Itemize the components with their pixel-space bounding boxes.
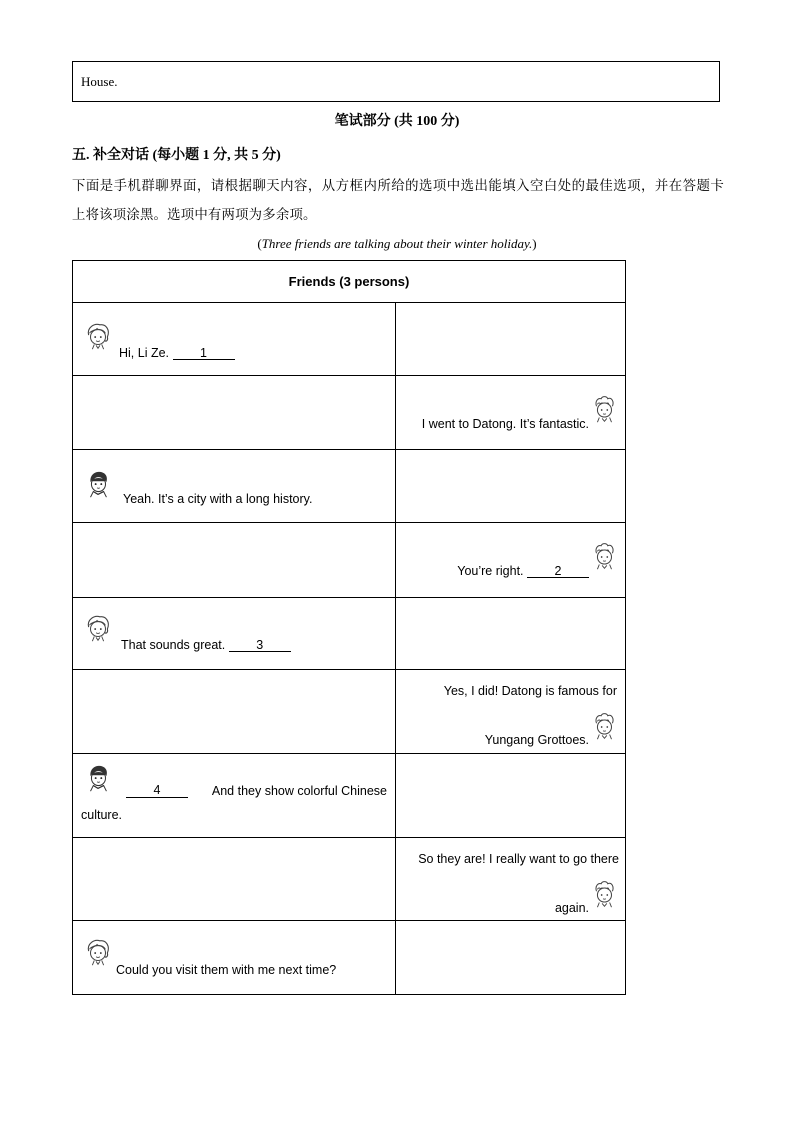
answer-blank-2[interactable]: 2: [527, 565, 589, 578]
chat-cell-right: [396, 921, 626, 995]
boy-avatar-icon: [83, 470, 113, 500]
girl-avatar-icon: [83, 614, 113, 644]
chat-cell-right: [396, 376, 626, 450]
boy-curly-avatar-icon: [589, 542, 619, 572]
chat-cell-right: [396, 303, 626, 376]
previous-answer-box: [72, 61, 720, 102]
chat-message-1: Hi, Li Ze. 1: [119, 346, 235, 360]
chat-cell-left: [73, 670, 396, 754]
girl-avatar-icon: [83, 938, 113, 968]
chat-cell-left: [73, 450, 396, 523]
chat-message-7-line2: culture.: [81, 808, 122, 822]
chat-cell-left: [73, 598, 396, 670]
chat-cell-right: [396, 838, 626, 921]
chat-message-3: Yeah. It’s a city with a long history.: [123, 492, 313, 506]
chat-cell-left: [73, 523, 396, 598]
chat-cell-left: [73, 376, 396, 450]
group-chat-table: [72, 260, 626, 995]
chat-cell-left: [73, 838, 396, 921]
chat-message-4: You’re right. 2: [457, 564, 589, 578]
section-heading: 笔试部分 (共 100 分): [334, 114, 460, 129]
chat-message-6-line2: Yungang Grottoes.: [484, 733, 589, 747]
chat-message-9: Could you visit them with me next time?: [116, 963, 337, 977]
chat-cell-left: [73, 921, 396, 995]
previous-answer-text: House.: [81, 74, 118, 89]
chat-cell-right: [396, 523, 626, 598]
chat-cell-right: [396, 450, 626, 523]
chat-cell-left: [73, 303, 396, 376]
chat-message-5: That sounds great. 3: [121, 638, 291, 652]
question-heading: 五. 补全对话 (每小题 1 分, 共 5 分): [72, 148, 281, 163]
chat-header: Friends (3 persons): [73, 261, 626, 303]
chat-cell-right: [396, 754, 626, 838]
answer-blank-4[interactable]: 4: [126, 784, 188, 798]
chat-cell-left: [73, 754, 396, 838]
chat-cell-right: [396, 598, 626, 670]
boy-curly-avatar-icon: [589, 712, 619, 742]
chat-message-8-line2: again.: [554, 901, 589, 915]
boy-curly-avatar-icon: [589, 395, 619, 425]
chat-message-7-line1: 4 And they show colorful Chinese: [126, 784, 387, 798]
chat-message-2: I went to Datong. It’s fantastic.: [421, 417, 589, 431]
girl-avatar-icon: [83, 322, 113, 352]
question-instructions: 下面是手机群聊界面，请根据聊天内容，从方框内所给的选项中选出能填入空白处的最佳选项，并在答题卡上将该项涂黑。选项中有两项为多余项。: [72, 178, 724, 222]
chat-message-6-line1: Yes, I did! Datong is famous for: [443, 684, 617, 698]
chat-message-8-line1: So they are! I really want to go there: [418, 852, 619, 866]
boy-curly-avatar-icon: [589, 880, 619, 910]
answer-blank-3[interactable]: 3: [229, 639, 291, 652]
answer-blank-1[interactable]: 1: [173, 347, 235, 360]
boy-avatar-icon: [83, 764, 113, 794]
chat-cell-right: [396, 670, 626, 754]
scene-description: (Three friends are talking about their winter holiday.): [257, 236, 537, 251]
